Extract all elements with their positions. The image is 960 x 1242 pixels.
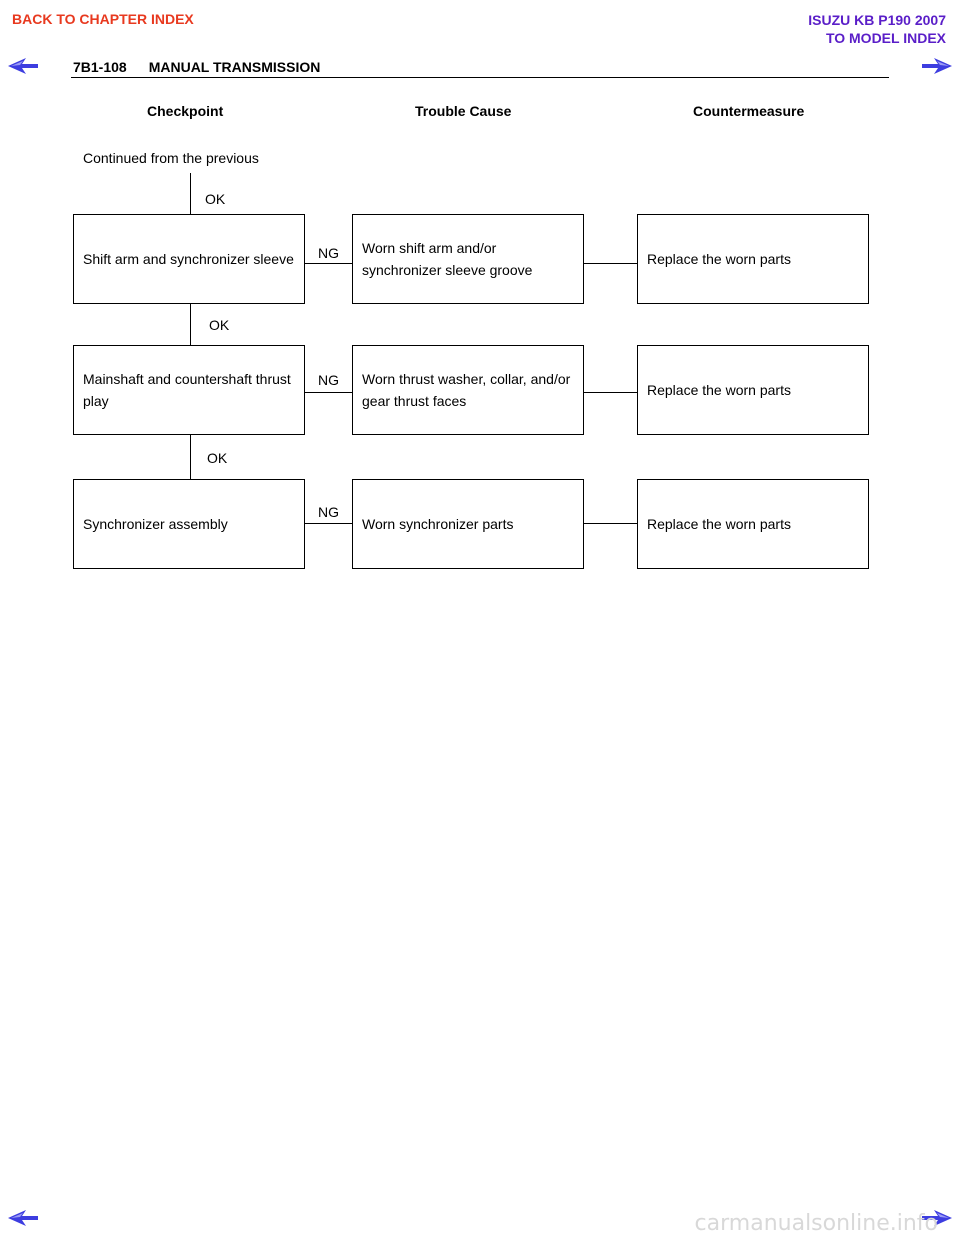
column-heading-checkpoint: Checkpoint: [147, 103, 224, 119]
column-heading-trouble-cause: Trouble Cause: [415, 103, 512, 119]
countermeasure-box: [637, 479, 869, 569]
section-title: MANUAL TRANSMISSION: [148, 59, 321, 75]
ok-label: OK: [207, 450, 228, 466]
page-number: 7B1-108: [73, 59, 127, 75]
countermeasure-text: Replace the worn parts: [647, 251, 791, 267]
model-index-link[interactable]: [808, 11, 946, 47]
ng-connector: [305, 523, 352, 524]
flow-connector: [190, 435, 191, 479]
page-header: [73, 59, 320, 75]
ng-connector: [305, 263, 352, 264]
countermeasure-connector: [584, 523, 637, 524]
to-model-index-label: TO MODEL INDEX: [825, 30, 946, 46]
checkpoint-box: [73, 345, 305, 435]
trouble-cause-text: Worn synchronizer parts: [362, 516, 514, 532]
checkpoint-text: Mainshaft and countershaft thrust play: [83, 371, 291, 409]
ok-label: OK: [209, 317, 230, 333]
trouble-cause-box: [352, 214, 584, 304]
checkpoint-box: [73, 479, 305, 569]
ng-label: NG: [318, 504, 339, 520]
countermeasure-box: [637, 214, 869, 304]
model-title: ISUZU KB P190 2007: [808, 12, 946, 28]
trouble-cause-text: Worn thrust washer, collar, and/or gear thrust faces: [362, 371, 571, 409]
checkpoint-box: [73, 214, 305, 304]
continued-label: Continued from the previous: [83, 150, 259, 166]
previous-page-arrow-icon[interactable]: [8, 1210, 38, 1226]
next-page-arrow-icon[interactable]: [922, 58, 952, 74]
previous-page-arrow-icon[interactable]: [8, 58, 38, 74]
flow-connector: [190, 173, 191, 214]
checkpoint-text: Synchronizer assembly: [83, 516, 228, 532]
trouble-cause-text: Worn shift arm and/or synchronizer sleeve groove: [362, 240, 533, 278]
site-watermark: carmanualsonline.info: [694, 1211, 938, 1236]
ng-label: NG: [318, 245, 339, 261]
checkpoint-text: Shift arm and synchronizer sleeve: [83, 251, 294, 267]
countermeasure-connector: [584, 392, 637, 393]
countermeasure-connector: [584, 263, 637, 264]
ng-connector: [305, 392, 352, 393]
flow-connector: [190, 304, 191, 345]
header-divider: [71, 77, 889, 78]
countermeasure-text: Replace the worn parts: [647, 516, 791, 532]
back-to-chapter-index-link[interactable]: BACK TO CHAPTER INDEX: [12, 11, 194, 27]
trouble-cause-box: [352, 479, 584, 569]
ok-label: OK: [205, 191, 226, 207]
countermeasure-box: [637, 345, 869, 435]
countermeasure-text: Replace the worn parts: [647, 382, 791, 398]
trouble-cause-box: [352, 345, 584, 435]
ng-label: NG: [318, 372, 339, 388]
column-heading-countermeasure: Countermeasure: [693, 103, 805, 119]
